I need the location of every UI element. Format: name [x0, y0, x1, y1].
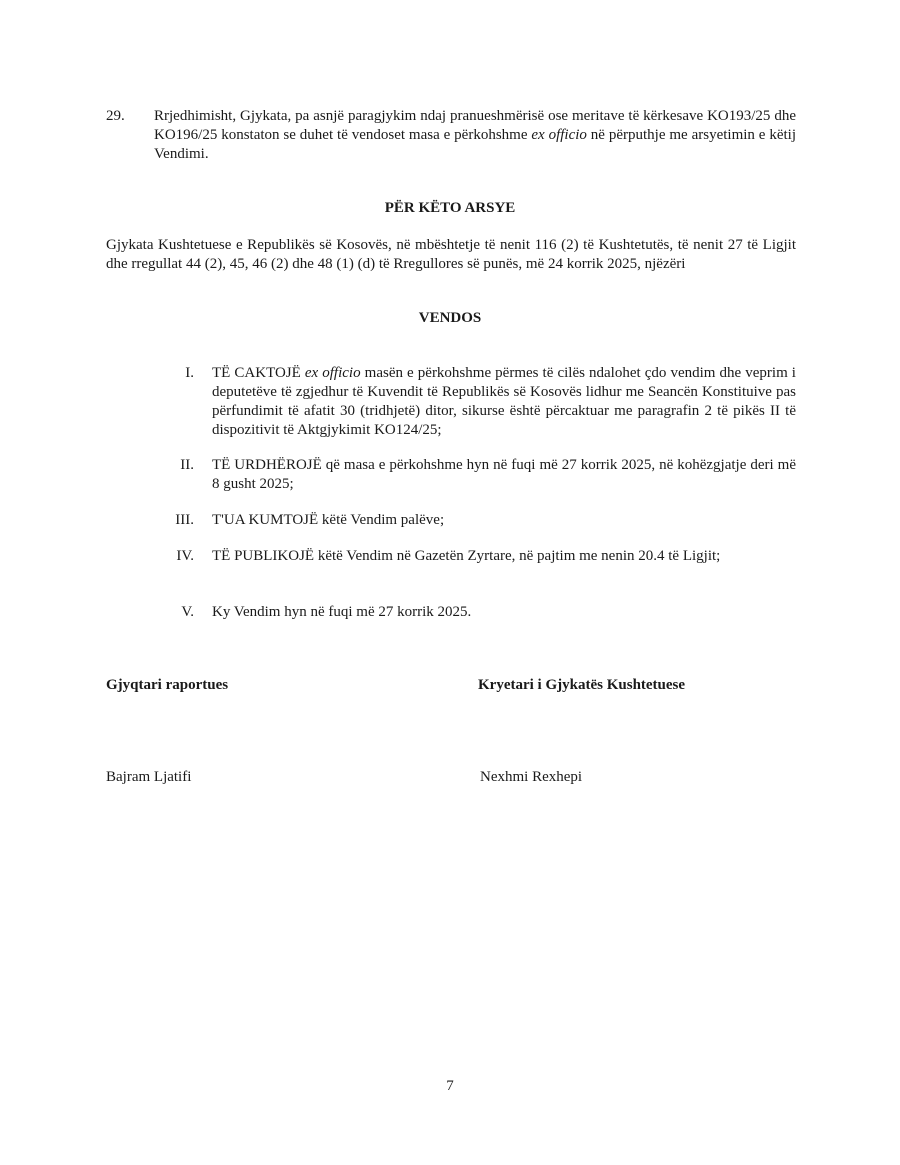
- paragraph-29: [106, 107, 796, 164]
- decision-item-5: [150, 603, 796, 622]
- intro-paragraph: Gjykata Kushtetuese e Republikës së Kosovës, në mbështetje të nenit 116 (2) të Kushtetutës, të nenit 27 të Ligjit dhe rregullat 44 (2), 45, 46 (2) dhe 48 (1) (d) të Rregullores së punës, më 24 korrik 2025, njëzëri: [106, 237, 796, 272]
- heading-decides: VENDOS: [418, 310, 482, 326]
- item-roman: V.: [181, 604, 194, 620]
- paragraph-number: 29.: [106, 108, 125, 124]
- decision-item-2: [150, 456, 796, 494]
- item-roman: I.: [185, 365, 194, 381]
- heading-reasons: PËR KËTO ARSYE: [384, 200, 516, 216]
- page-number: 7: [446, 1078, 454, 1094]
- president-title: Kryetari i Gjykatës Kushtetuese: [478, 677, 686, 693]
- item-text: TË CAKTOJË ex officio masën e përkohshme përmes të cilës ndalohet çdo vendim dhe veprim i deputetëve të zgjedhur të Kuvendit të Republikës së Kosovës lidhur me Seancën Konstituive pas përfundimit të afatit 30 (tridhjetë) ditor, sikurse është përcaktuar me paragrafin 2 të pikës II të dispozitivit të Aktgjykimit KO124/25;: [212, 365, 796, 438]
- item-roman: IV.: [176, 548, 194, 564]
- item-roman: III.: [175, 512, 194, 528]
- paragraph-text: Rrjedhimisht, Gjykata, pa asnjë paragjykim ndaj pranueshmërisë ose meritave të kërkesave KO193/25 dhe KO196/25 konstaton se duhet të vendoset masa e përkohshme ex officio në përputhje me arsyetimin e këtij Vendimi.: [154, 108, 796, 162]
- item-text: TË PUBLIKOJË këtë Vendim në Gazetën Zyrtare, në pajtim me nenin 20.4 të Ligjit;: [212, 548, 721, 564]
- item-text: TË URDHËROJË që masa e përkohshme hyn në fuqi më 27 korrik 2025, në kohëzgjatje deri më 8 gusht 2025;: [212, 457, 796, 492]
- decision-item-4: [150, 547, 796, 566]
- item-text: T'UA KUMTOJË këtë Vendim palëve;: [212, 512, 445, 528]
- president-name: Nexhmi Rexhepi: [480, 769, 583, 785]
- decision-item-3: [150, 511, 796, 530]
- item-roman: II.: [180, 457, 194, 473]
- rapporteur-title: Gjyqtari raportues: [106, 677, 229, 693]
- decision-item-1: [150, 364, 796, 440]
- item-text: Ky Vendim hyn në fuqi më 27 korrik 2025.: [212, 604, 472, 620]
- rapporteur-name: Bajram Ljatifi: [106, 769, 192, 785]
